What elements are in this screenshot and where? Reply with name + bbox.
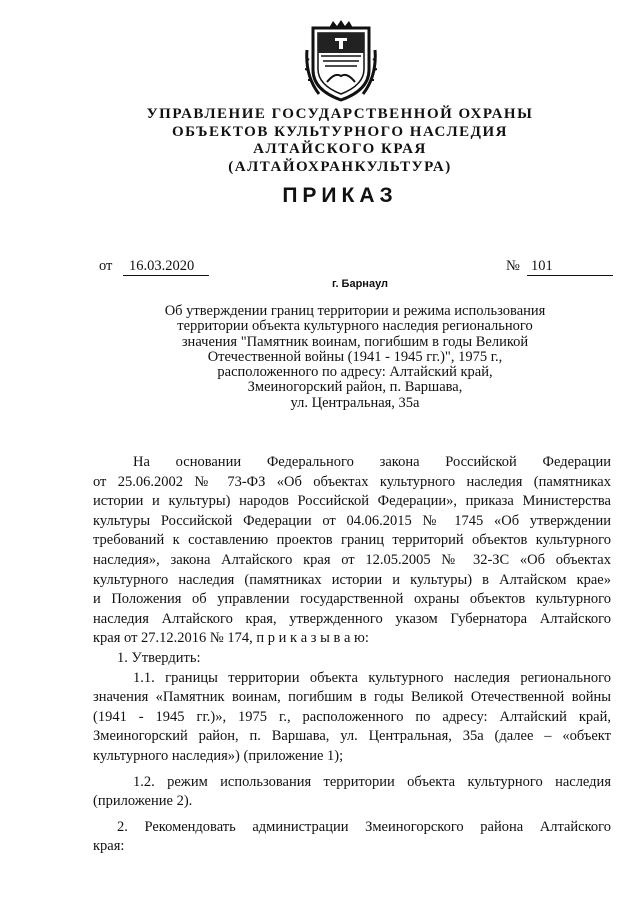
subject-line: Об утверждении границ территории и режима использования	[164, 303, 546, 319]
order-number: 101	[527, 258, 613, 276]
subject-line: расположенного по адресу: Алтайский край,	[217, 364, 493, 381]
preamble-line: края от 27.12.2016 № 174, п р и к а з ы в а ю:	[93, 630, 369, 647]
subject-line: значения "Памятник воинам, погибшим в годы Великой	[181, 333, 529, 350]
document-type-title: ПРИКАЗ	[282, 184, 398, 207]
clause-1-1-line: значения «Памятник воинам, погибшим в годы Великой Отечественной войны	[93, 689, 611, 706]
order-date: 16.03.2020	[123, 258, 209, 276]
preamble-line: наследия Алтайского края, утвержденного указом Губернатора Алтайского	[93, 610, 611, 627]
clause-2-line: края:	[93, 838, 125, 855]
preamble-line: наследия», закона Алтайского края от 12.05.2005 № 32-ЗС «Об объектах	[93, 551, 611, 568]
agency-line: УПРАВЛЕНИЕ ГОСУДАРСТВЕННОЙ ОХРАНЫ	[146, 106, 534, 122]
preamble-line: культурного наследия (памятниках истории и культуры) в Алтайском крае»	[93, 571, 611, 588]
clause-1: 1. Утвердить:	[117, 649, 201, 666]
subject-line: территории объекта культурного наследия регионального	[177, 318, 533, 335]
subject-line: Отечественной войны (1941 - 1945 гг.)", 1975 г.,	[207, 348, 503, 365]
city-name: г. Барнаул	[331, 278, 389, 290]
date-label: от	[99, 258, 113, 274]
number-label: №	[506, 258, 520, 274]
preamble-line: и Положения об управлении государственной охраны объектов культурного	[93, 591, 611, 608]
agency-line: (АЛТАЙОХРАНКУЛЬТУРА)	[228, 158, 452, 175]
preamble-line: от 25.06.2002 № 73-ФЗ «Об объектах культурного наследия (памятниках	[93, 473, 611, 490]
preamble-line: требований к составлению проектов границ территорий объектов культурного	[93, 532, 611, 549]
preamble-line: истории и культуры) народов Российской Федерации», приказа Министерства	[93, 493, 611, 510]
preamble-line: На основании Федерального закона Российской Федерации	[133, 454, 611, 470]
clause-1-2-line: 1.2. режим использования территории объекта культурного наследия	[133, 773, 611, 790]
clause-1-1-line: (1941 - 1945 гг.)», 1975 г., расположенного по адресу: Алтайский край,	[93, 708, 611, 725]
order-body	[93, 453, 611, 857]
agency-line: ОБЪЕКТОВ КУЛЬТУРНОГО НАСЛЕДИЯ	[172, 123, 508, 140]
clause-1-1-line: 1.1. границы территории объекта культурного наследия регионального	[133, 669, 611, 686]
preamble-line: культуры Российской Федерации от 04.06.2015 № 1745 «Об утверждении	[93, 512, 611, 529]
clause-1-1-line: культурного наследия») (приложение 1);	[93, 747, 344, 764]
clause-1-2-line: (приложение 2).	[93, 793, 193, 810]
clause-1-1-line: Змеиногорский район, п. Варшава, ул. Центральная, 35а (далее – «объект	[93, 728, 611, 745]
subject-line: ул. Центральная, 35а	[290, 394, 420, 411]
agency-name	[0, 106, 640, 176]
order-subject	[130, 304, 580, 411]
altai-coat-of-arms-icon	[305, 20, 377, 104]
clause-2-line: 2. Рекомендовать администрации Змеиногорского района Алтайского	[117, 818, 611, 835]
subject-line: Змеиногорский район, п. Варшава,	[247, 379, 463, 396]
agency-line: АЛТАЙСКОГО КРАЯ	[253, 141, 427, 157]
